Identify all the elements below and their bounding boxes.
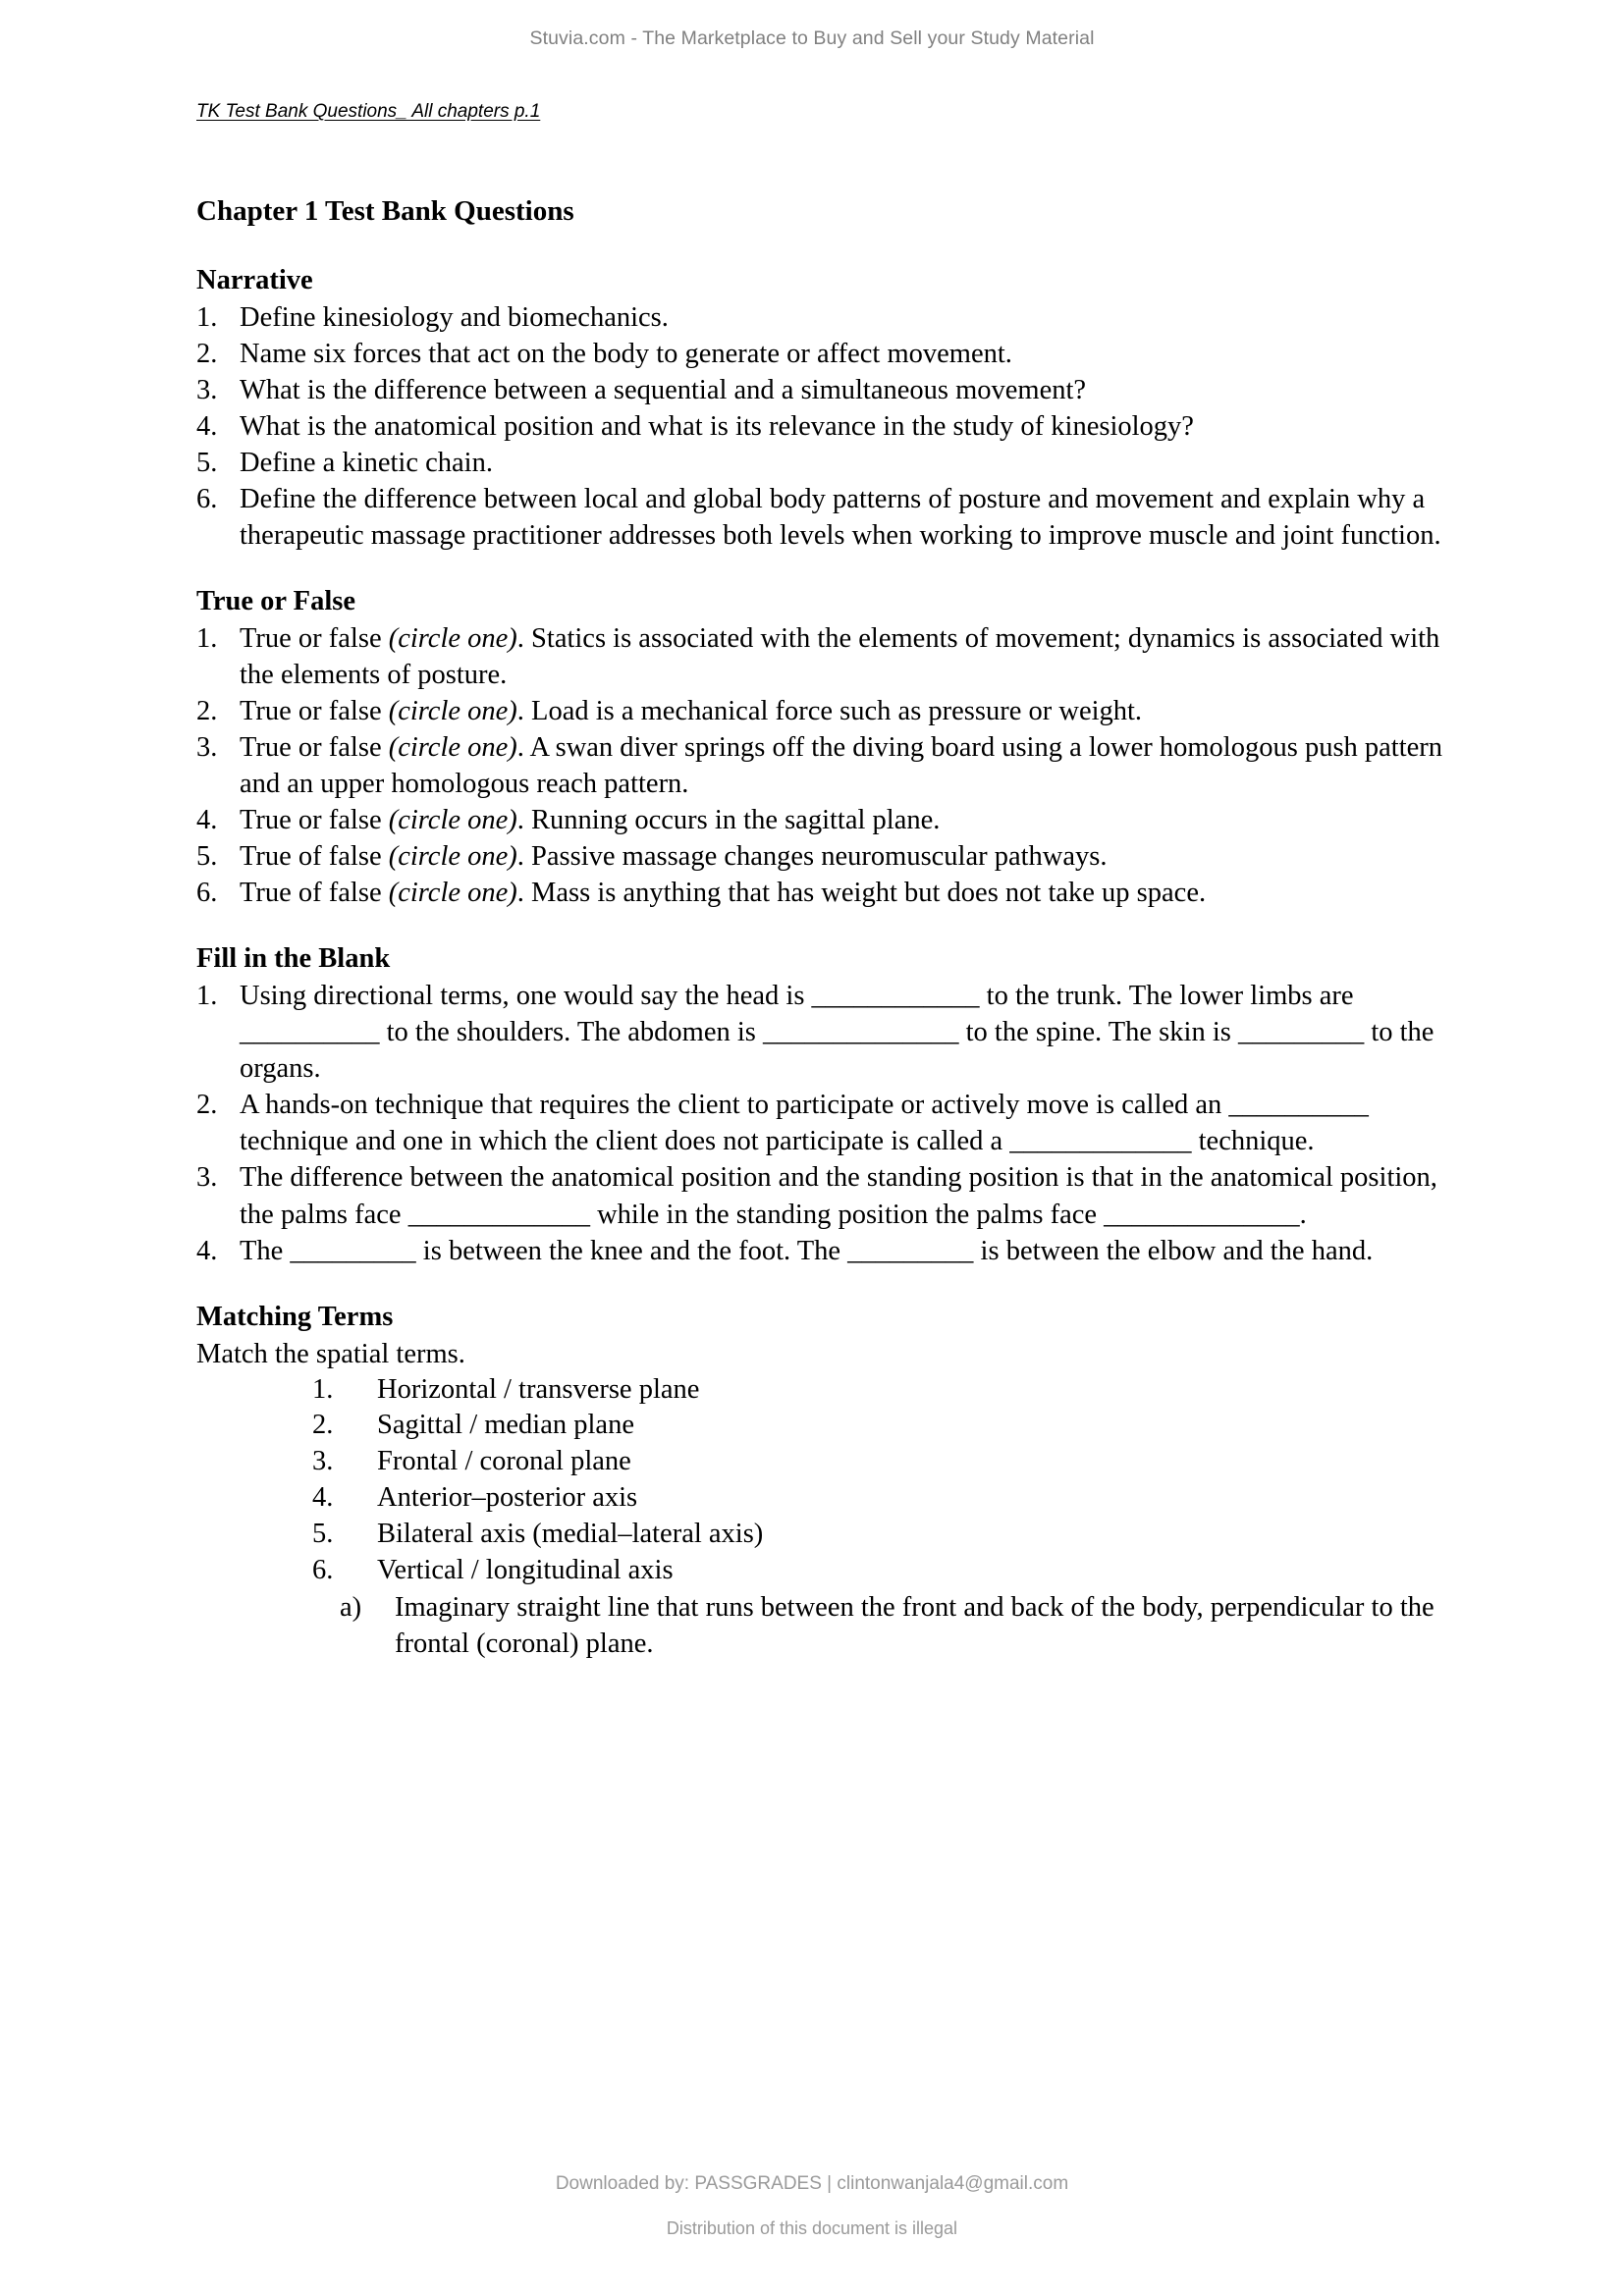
list-item-lead: True or false xyxy=(240,732,389,764)
list-marker: 4. xyxy=(312,1482,334,1514)
list-item-lead: True or false xyxy=(240,696,389,727)
list-item xyxy=(196,838,1463,875)
list-item xyxy=(196,299,1463,336)
list-item-text: . Statics is associated with the elements of movement; dynamics is associated with the elements of posture. xyxy=(240,622,1440,690)
list-item xyxy=(196,445,1463,481)
page-title: Chapter 1 Test Bank Questions xyxy=(196,195,574,227)
circle-one-emphasis: (circle one) xyxy=(388,622,517,654)
list-marker: 3. xyxy=(196,374,218,405)
list-item-text: Frontal / coronal plane xyxy=(377,1446,631,1477)
list-item xyxy=(196,729,1463,802)
list-marker: 6. xyxy=(196,483,218,514)
running-document-title: TK Test Bank Questions_ All chapters p.1 xyxy=(196,101,541,122)
section-fill-in-the-blank xyxy=(196,941,1463,1268)
list-marker: 2. xyxy=(196,696,218,727)
narrative-list xyxy=(196,299,1463,554)
list-item xyxy=(196,978,1463,1087)
list-item xyxy=(196,372,1463,408)
distribution-notice: Distribution of this document is illegal xyxy=(666,2218,958,2238)
list-marker: 3. xyxy=(312,1446,334,1477)
list-item xyxy=(312,1480,1463,1517)
section-heading-matching-terms: Matching Terms xyxy=(196,1301,394,1332)
document-footer xyxy=(0,2173,1624,2239)
section-heading-narrative: Narrative xyxy=(196,264,313,295)
list-item-text: Define the difference between local and global body patterns of posture and movement and explain why a therapeutic massage practitioner addresses both levels when working to improve muscle and joint function. xyxy=(240,483,1441,551)
list-item xyxy=(312,1408,1463,1444)
list-item-text: Define kinesiology and biomechanics. xyxy=(240,301,669,333)
list-item-text: . Load is a mechanical force such as pressure or weight. xyxy=(516,696,1143,727)
fill-in-the-blank-list xyxy=(196,978,1463,1268)
list-item xyxy=(196,336,1463,372)
list-marker: a) xyxy=(340,1591,362,1623)
list-marker: 5. xyxy=(312,1519,334,1550)
list-marker: 2. xyxy=(196,1090,218,1121)
list-item-text: . Running occurs in the sagittal plane. xyxy=(516,805,941,836)
matching-terms-instruction: Match the spatial terms. xyxy=(196,1338,465,1369)
matching-definitions-list xyxy=(196,1589,1463,1662)
list-item-text: Anterior–posterior axis xyxy=(377,1482,638,1514)
list-item-text: What is the anatomical position and what is its relevance in the study of kinesiology? xyxy=(240,410,1194,442)
matching-terms-list xyxy=(196,1372,1463,1589)
list-item-text: Horizontal / transverse plane xyxy=(377,1373,700,1405)
list-item-text: . Mass is anything that has weight but does not take up space. xyxy=(516,878,1207,909)
true-or-false-list xyxy=(196,620,1463,911)
list-item-text: . Passive massage changes neuromuscular pathways. xyxy=(516,841,1108,873)
stuvia-watermark-header: Stuvia.com - The Marketplace to Buy and Sell your Study Material xyxy=(529,27,1095,49)
circle-one-emphasis: (circle one) xyxy=(388,878,517,909)
list-item-lead: True or false xyxy=(240,805,389,836)
list-item xyxy=(196,481,1463,554)
list-marker: 6. xyxy=(196,878,218,909)
list-marker: 2. xyxy=(312,1410,334,1441)
list-marker: 3. xyxy=(196,732,218,764)
circle-one-emphasis: (circle one) xyxy=(388,805,517,836)
list-item xyxy=(312,1553,1463,1589)
list-item-text: Name six forces that act on the body to generate or affect movement. xyxy=(240,338,1012,369)
list-item xyxy=(196,693,1463,729)
list-marker: 6. xyxy=(312,1555,334,1586)
section-heading-true-or-false: True or False xyxy=(196,586,355,617)
list-item xyxy=(312,1372,1463,1409)
list-marker: 4. xyxy=(196,410,218,442)
list-item xyxy=(196,802,1463,838)
circle-one-emphasis: (circle one) xyxy=(388,696,517,727)
list-item-lead: True of false xyxy=(240,878,389,909)
document-body xyxy=(196,194,1463,1662)
list-item xyxy=(196,1087,1463,1159)
list-marker: 1. xyxy=(312,1373,334,1405)
list-item xyxy=(312,1444,1463,1480)
list-marker: 1. xyxy=(196,622,218,654)
list-item xyxy=(196,1233,1463,1269)
list-item-text: Define a kinetic chain. xyxy=(240,447,493,478)
list-item-text: The _________ is between the knee and the foot. The _________ is between the elbow and the hand. xyxy=(240,1235,1374,1266)
list-item-text: Sagittal / median plane xyxy=(377,1410,634,1441)
circle-one-emphasis: (circle one) xyxy=(388,841,517,873)
list-marker: 1. xyxy=(196,301,218,333)
list-marker: 5. xyxy=(196,447,218,478)
list-item xyxy=(196,1159,1463,1232)
section-narrative xyxy=(196,263,1463,554)
list-item-text: Vertical / longitudinal axis xyxy=(377,1555,674,1586)
list-item xyxy=(196,620,1463,693)
list-marker: 1. xyxy=(196,981,218,1012)
list-item-text: Using directional terms, one would say the head is ____________ to the trunk. The lower limbs are __________ to the shoulders. The abdomen is ______________ to the spine. The skin is _________ to the organs. xyxy=(240,981,1435,1085)
list-item-lead: True of false xyxy=(240,841,389,873)
list-marker: 2. xyxy=(196,338,218,369)
list-marker: 4. xyxy=(196,805,218,836)
circle-one-emphasis: (circle one) xyxy=(388,732,517,764)
section-heading-fill-in-the-blank: Fill in the Blank xyxy=(196,943,391,975)
list-item-text: A hands-on technique that requires the client to participate or actively move is called an __________ technique and one in which the client does not participate is called a _____________ technique. xyxy=(240,1090,1369,1157)
list-marker: 3. xyxy=(196,1162,218,1194)
list-item xyxy=(312,1517,1463,1553)
list-item-lead: True or false xyxy=(240,622,389,654)
section-matching-terms xyxy=(196,1300,1463,1662)
list-marker: 4. xyxy=(196,1235,218,1266)
list-item xyxy=(340,1589,1463,1662)
list-marker: 5. xyxy=(196,841,218,873)
list-item-text: The difference between the anatomical position and the standing position is that in the anatomical position, the palms face _____________ while in the standing position the palms face ______________. xyxy=(240,1162,1437,1230)
list-item xyxy=(196,408,1463,445)
list-item-text: What is the difference between a sequential and a simultaneous movement? xyxy=(240,374,1087,405)
list-item xyxy=(196,875,1463,911)
list-item-text: Bilateral axis (medial–lateral axis) xyxy=(377,1519,764,1550)
section-true-or-false xyxy=(196,584,1463,911)
list-item-text: . A swan diver springs off the diving board using a lower homologous push pattern and an upper homologous reach pattern. xyxy=(240,732,1443,800)
downloaded-by-text: Downloaded by: PASSGRADES | clintonwanjala4@gmail.com xyxy=(555,2173,1069,2194)
list-item-text: Imaginary straight line that runs between the front and back of the body, perpendicular to the frontal (coronal) plane. xyxy=(395,1591,1435,1660)
